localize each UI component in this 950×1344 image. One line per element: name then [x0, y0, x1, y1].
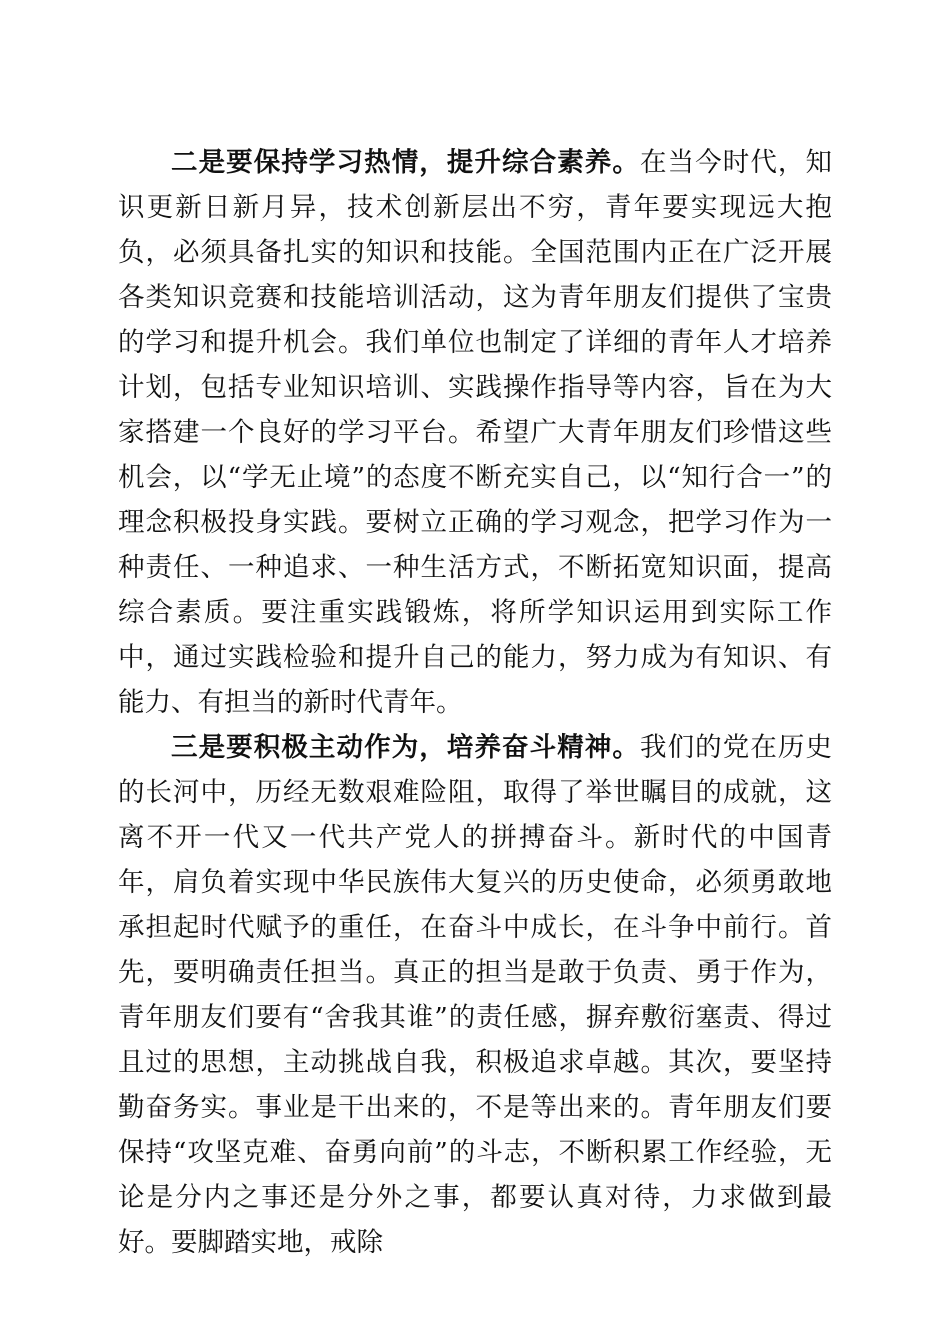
paragraph-heading: 三是要积极主动作为，培养奋斗精神。: [171, 732, 640, 763]
paragraph-heading: 二是要保持学习热情，提升综合素养。: [171, 147, 640, 178]
paragraph-striving: [118, 725, 832, 1265]
paragraph-text: 我们的党在历史的长河中，历经无数艰难险阻，取得了举世瞩目的成就，这离不开一代又一代共产党人的拼搏奋斗。新时代的中国青年，肩负着实现中华民族伟大复兴的历史使命，必须勇敢地承担起时代赋予的重任，在奋斗中成长，在斗争中前行。首先，要明确责任担当。真正的担当是敢于负责、勇于作为，青年朋友们要有“舍我其谁”的责任感，摒弃敷衍塞责、得过且过的思想，主动挑战自我，积极追求卓越。其次，要坚持勤奋务实。事业是干出来的，不是等出来的。青年朋友们要保持“攻坚克难、奋勇向前”的斗志，不断积累工作经验，无论是分内之事还是分外之事，都要认真对待，力求做到最好。要脚踏实地，戒除: [118, 732, 833, 1258]
paragraph-study: [118, 140, 832, 725]
document-body: [118, 140, 832, 1265]
paragraph-text: 在当今时代，知识更新日新月异，技术创新层出不穷，青年要实现远大抱负，必须具备扎实的知识和技能。全国范围内正在广泛开展各类知识竞赛和技能培训活动，这为青年朋友们提供了宝贵的学习和提升机会。我们单位也制定了详细的青年人才培养计划，包括专业知识培训、实践操作指导等内容，旨在为大家搭建一个良好的学习平台。希望广大青年朋友们珍惜这些机会，以“学无止境”的态度不断充实自己，以“知行合一”的理念积极投身实践。要树立正确的学习观念，把学习作为一种责任、一种追求、一种生活方式，不断拓宽知识面，提高综合素质。要注重实践锻炼，将所学知识运用到实际工作中，通过实践检验和提升自己的能力，努力成为有知识、有能力、有担当的新时代青年。: [118, 147, 833, 718]
